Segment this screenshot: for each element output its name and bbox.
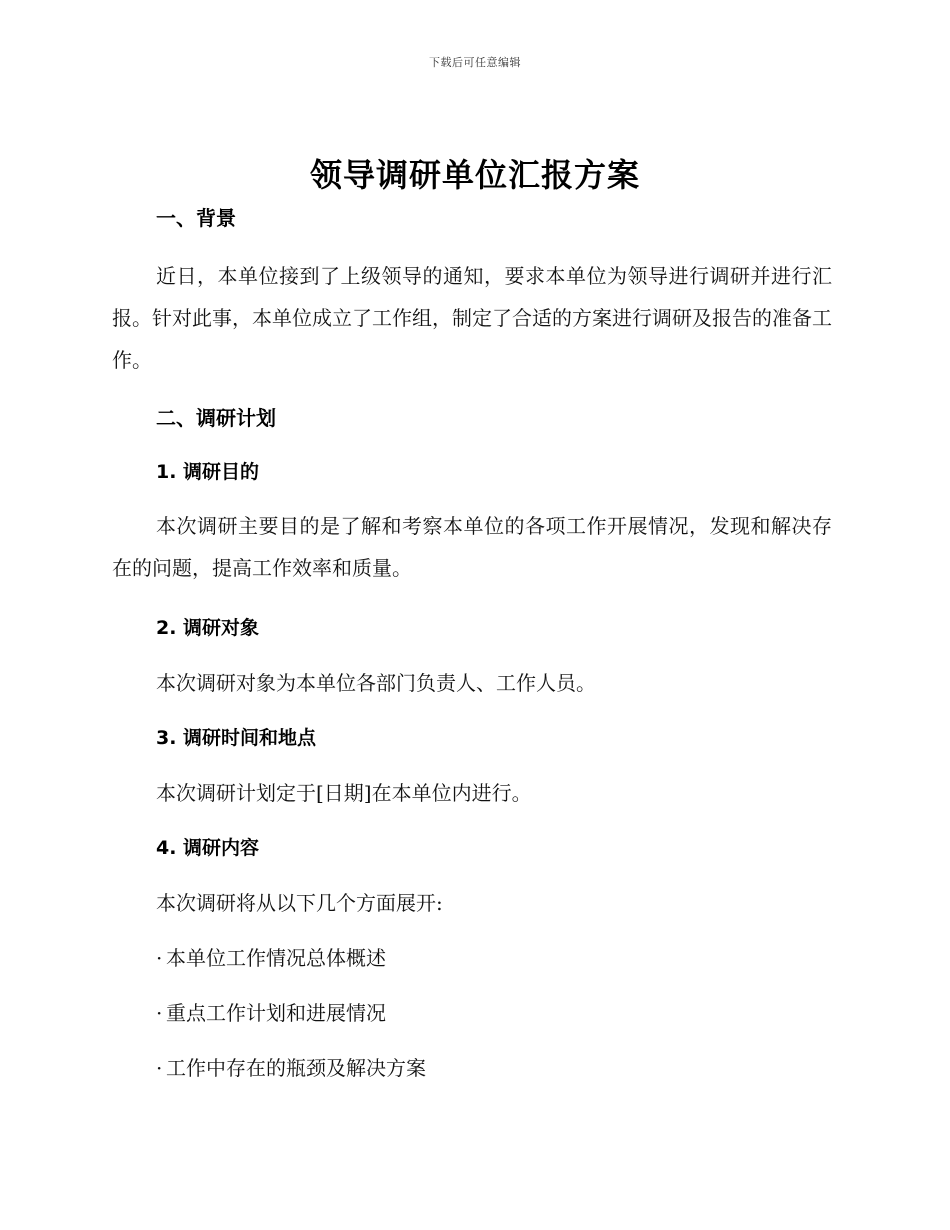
list-item-text: 本单位工作情况总体概述 (166, 946, 386, 970)
list-item (112, 1053, 832, 1083)
background-paragraph: 近日，本单位接到了上级领导的通知，要求本单位为领导进行调研并进行汇报。针对此事，本单位成立了工作组，制定了合适的方案进行调研及报告的准备工作。 (112, 264, 832, 372)
target-text: 本次调研对象为本单位各部门负责人、工作人员。 (156, 671, 596, 695)
list-item-text: 重点工作计划和进展情况 (166, 1001, 386, 1025)
purpose-paragraph: 本次调研主要目的是了解和考察本单位的各项工作开展情况，发现和解决存在的问题，提高工作效率和质量。 (112, 514, 832, 580)
header-note: 下载后可任意编辑 (429, 56, 521, 69)
list-item (112, 943, 832, 973)
section-heading-background: 一、背景 (156, 206, 236, 230)
content-intro: 本次调研将从以下几个方面展开: (156, 891, 443, 915)
section-heading-plan: 二、调研计划 (156, 406, 276, 430)
document-body (112, 203, 832, 1083)
bullet-icon: · (156, 1001, 163, 1025)
list-item (112, 998, 832, 1028)
subheading-time-place: 3. 调研时间和地点 (156, 727, 317, 749)
time-place-text: 本次调研计划定于[日期]在本单位内进行。 (156, 781, 532, 805)
subheading-purpose: 1. 调研目的 (156, 461, 260, 483)
bullet-icon: · (156, 946, 163, 970)
subheading-content: 4. 调研内容 (156, 837, 260, 859)
bullet-icon: · (156, 1056, 163, 1080)
subheading-target: 2. 调研对象 (156, 617, 260, 639)
document-title: 领导调研单位汇报方案 (309, 156, 640, 194)
list-item-text: 工作中存在的瓶颈及解决方案 (166, 1056, 426, 1080)
